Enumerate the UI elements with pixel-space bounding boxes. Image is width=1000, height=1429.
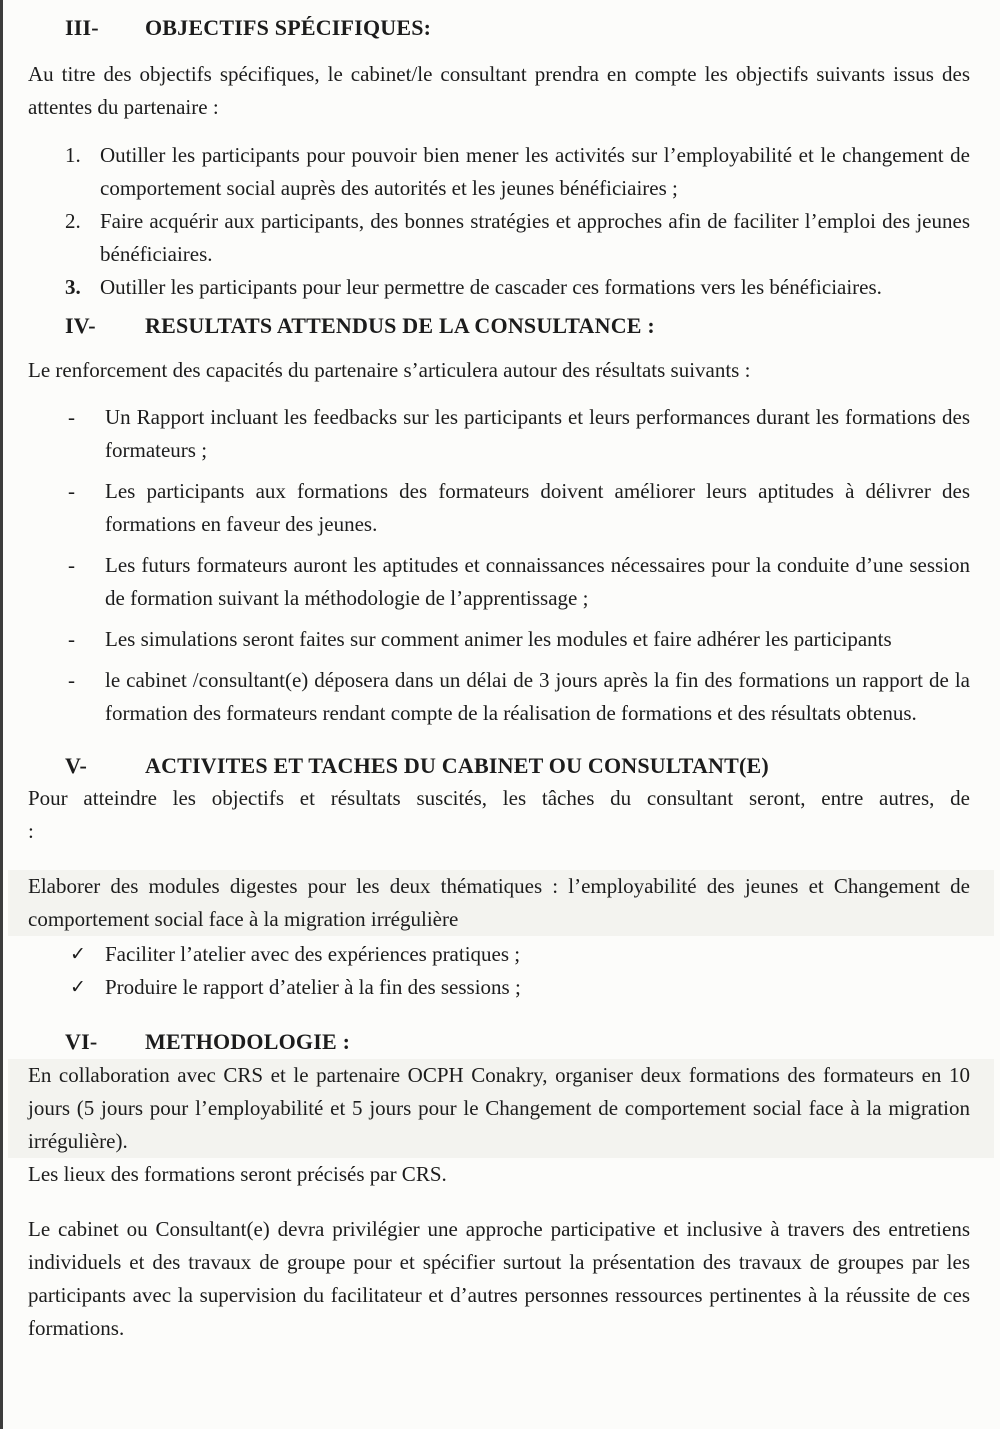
- list-item-number: 2.: [65, 209, 81, 233]
- dash-bullet-list: [28, 401, 970, 730]
- list-item: [28, 401, 970, 467]
- closing-paragraph: Le cabinet ou Consultant(e) devra privilégier une approche participative et inclusive à travers des entretiens individuels et des travaux de groupe pour et spécifier surtout la présentation des travaux de groupes par les participants avec la supervision du facilitateur et d’autres personnes ressources pertinentes à la réussite de ces formations.: [28, 1217, 970, 1340]
- section-number: III-: [65, 15, 99, 40]
- section-title: ACTIVITES ET TACHES DU CABINET OU CONSULTANT(E): [145, 753, 769, 778]
- section-title: OBJECTIFS SPÉCIFIQUES:: [145, 15, 432, 40]
- dash-bullet-marker: -: [68, 668, 75, 692]
- section-heading-methodologie: [28, 1028, 970, 1056]
- list-item-text: Faire acquérir aux participants, des bonnes stratégies et approches afin de faciliter l’emploi des jeunes bénéficiaires.: [100, 209, 970, 266]
- list-item-text: Outiller les participants pour leur permettre de cascader ces formations vers les bénéficiaires.: [100, 275, 882, 299]
- section-number: IV-: [65, 313, 96, 338]
- highlighted-paragraph-modules: Elaborer des modules digestes pour les deux thématiques : l’employabilité des jeunes et Changement de comportement social face à la migration irrégulière: [8, 870, 994, 936]
- list-item-text: Les participants aux formations des formateurs doivent améliorer leurs aptitudes à délivrer des formations en faveur des jeunes.: [105, 479, 970, 536]
- section-number: V-: [65, 753, 87, 778]
- list-item-text: Un Rapport incluant les feedbacks sur les participants et leurs performances durant les formations des formateurs ;: [105, 405, 970, 462]
- list-item: [28, 205, 970, 271]
- intro-line: Pour atteindre les objectifs et résultats suscités, les tâches du consultant seront, entre autres, de: [28, 786, 970, 810]
- list-item-text: Faciliter l’atelier avec des expériences pratiques ;: [105, 942, 521, 966]
- section-title: RESULTATS ATTENDUS DE LA CONSULTANCE :: [145, 313, 655, 338]
- dash-bullet-marker: -: [68, 479, 75, 503]
- section-number: VI-: [65, 1029, 98, 1054]
- check-bullet-list: [28, 938, 970, 1004]
- methodology-paragraph: En collaboration avec CRS et le partenaire OCPH Conakry, organiser deux formations des formateurs en 10 jours (5 jours pour l’employabilité et 5 jours pour le Changement de comportement social face à la migration irrégulière).: [8, 1059, 994, 1158]
- dash-bullet-marker: -: [68, 627, 75, 651]
- list-item-text: Les futurs formateurs auront les aptitudes et connaissances nécessaires pour la conduite d’une session de formation suivant la méthodologie de l’apprentissage ;: [105, 553, 970, 610]
- checkmark-icon: ✓: [70, 944, 86, 965]
- list-item: [28, 938, 970, 971]
- scan-edge-artifact: [0, 0, 3, 1429]
- list-item-text: Les simulations seront faites sur comment animer les modules et faire adhérer les participants: [105, 627, 892, 651]
- list-item: [28, 623, 970, 656]
- section-heading-resultats-attendus: [28, 312, 970, 340]
- numbered-list: [28, 139, 970, 304]
- intro-paragraph-activites: [28, 782, 970, 848]
- list-item: [28, 475, 970, 541]
- intro-paragraph-resultats: Le renforcement des capacités du partenaire s’articulera autour des résultats suivants :: [28, 358, 751, 382]
- list-item: [28, 971, 970, 1004]
- list-item-number: 1.: [65, 143, 81, 167]
- list-item-text: Outiller les participants pour pouvoir bien mener les activités sur l’employabilité et le changement de comportement social auprès des autorités et les jeunes bénéficiaires ;: [100, 143, 970, 200]
- list-item: [28, 271, 970, 304]
- section-title: METHODOLOGIE :: [145, 1029, 351, 1054]
- locations-paragraph: Les lieux des formations seront précisés par CRS.: [28, 1162, 447, 1186]
- intro-colon: :: [28, 819, 34, 843]
- section-heading-objectifs-specifiques: [28, 14, 970, 42]
- section-heading-activites-taches: [28, 752, 970, 780]
- list-item-text: Produire le rapport d’atelier à la fin des sessions ;: [105, 975, 521, 999]
- list-item-number: 3.: [65, 275, 81, 299]
- list-item: [28, 549, 970, 615]
- dash-bullet-marker: -: [68, 405, 75, 429]
- list-item: [28, 664, 970, 730]
- dash-bullet-marker: -: [68, 553, 75, 577]
- list-item-text: le cabinet /consultant(e) déposera dans un délai de 3 jours après la fin des formations un rapport de la formation des formateurs rendant compte de la réalisation de formations et des résultats obtenus.: [105, 668, 970, 725]
- intro-paragraph-objectifs: Au titre des objectifs spécifiques, le cabinet/le consultant prendra en compte les objectifs suivants issus des attentes du partenaire :: [28, 62, 970, 119]
- list-item: [28, 139, 970, 205]
- checkmark-icon: ✓: [70, 977, 86, 998]
